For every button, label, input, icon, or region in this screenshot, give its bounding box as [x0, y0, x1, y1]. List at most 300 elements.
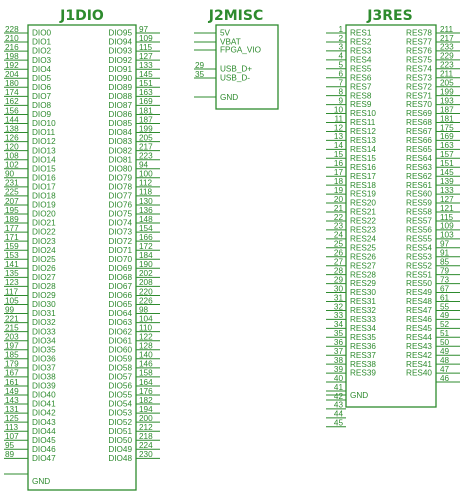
j3res-left-pin-number: 45 [333, 418, 343, 428]
j1dio-left-pin-number: 204 [5, 70, 19, 80]
j3res-right-pin-name: RES66 [406, 136, 432, 145]
j1dio-right-pin-number: 151 [139, 79, 153, 89]
j1dio-left-pin-number: 198 [5, 51, 19, 61]
j3res-left-pin-name: RES21 [350, 207, 376, 217]
j1dio-left-pin-name: DIO42 [32, 408, 56, 418]
j3res-left-pin-name: RES22 [350, 216, 376, 226]
j1dio-right-pins [108, 25, 160, 463]
j3res-right-pin-name: RES49 [406, 288, 432, 298]
j3res-left-pin-number: 30 [333, 284, 343, 294]
j1dio-right-pin-number: 130 [139, 196, 153, 206]
j3res-right-pin-number: 91 [440, 248, 450, 258]
j1dio-left-pin-number: 138 [5, 124, 19, 134]
j3res-left-pin-number: 28 [333, 266, 343, 276]
j3res-right-pin-number: 229 [440, 51, 454, 61]
j3res-right-pin-name: RES42 [406, 350, 432, 360]
j3res-right-pin-number: 46 [440, 373, 450, 383]
j1dio-right-pin-name: DIO77 [108, 191, 132, 201]
j3res-left-pin-number: 1 [338, 24, 343, 34]
j3res-left-pin-name: RES3 [350, 46, 372, 56]
j1dio-left-pin-number: 167 [5, 368, 19, 378]
j1dio-left-pin-number: 185 [5, 350, 19, 360]
j3res-left-pin-name: RES14 [350, 144, 376, 154]
j1dio-right-pin-name: DIO95 [108, 28, 132, 38]
j3res-left-pin-name: RES4 [350, 55, 372, 65]
j1dio-right-pin-name: DIO70 [108, 254, 132, 264]
j3res-left-pin-number: 36 [333, 338, 343, 348]
j1dio-right-pin-name: DIO64 [108, 309, 132, 319]
j1dio-right-pin-number: 223 [139, 151, 153, 161]
j1dio-left-pin-number: 161 [5, 377, 19, 387]
j1dio-left-pin-number: 179 [5, 359, 19, 369]
j1dio-right-pin-name: DIO75 [108, 209, 132, 219]
j3res-left-pin-number: 26 [333, 248, 343, 258]
j2misc-pin-name: USB_D- [220, 73, 251, 83]
j3res-left-pin-name: RES39 [350, 368, 376, 378]
j1dio-right-pin-number: 199 [139, 124, 153, 134]
j1dio-right-pin-name: DIO83 [108, 137, 132, 147]
j3res-right-pin-number: 49 [440, 347, 450, 356]
j3res-right-pin-name: RES74 [406, 64, 432, 74]
j1dio-left-pin-name: DIO34 [32, 336, 56, 346]
j3res-left-pin-number: 42 [333, 391, 343, 401]
j3res-left-pin-name: RES37 [350, 350, 376, 360]
j3res-left-pin-name: RES35 [350, 332, 376, 342]
j3res-left-pin-name: RES23 [350, 225, 376, 235]
j3res-title: J3RES [367, 8, 413, 24]
j3res-left-pin-number: 18 [333, 176, 343, 186]
j3res-right-pin-number: 193 [440, 96, 454, 106]
j1dio-left-pin-name: DIO9 [32, 110, 52, 120]
j1dio-left-pin-number: 203 [5, 332, 19, 342]
j3res-left-pin-name: RES5 [350, 64, 372, 74]
j3res-right-pin-name: RES61 [406, 180, 432, 190]
j1dio-right-pin-number: 181 [139, 106, 153, 116]
j1dio-left-pins [4, 25, 56, 463]
j3res-right-pin-name: RES47 [406, 306, 432, 316]
j1dio-left-pin-number: 177 [5, 223, 19, 233]
j1dio-left-pin-number: 192 [5, 61, 19, 70]
j3res-right-pin-name: RES75 [406, 55, 432, 65]
j3res-left-pin-number: 13 [333, 132, 343, 142]
j1dio-left-pin-number: 105 [5, 296, 19, 306]
j1dio-left-pin-number: 153 [5, 251, 19, 261]
j1dio-left-pin-name: DIO30 [32, 300, 56, 310]
j1dio-left-pin-name: DIO4 [32, 64, 52, 74]
j3res-right-pin-number: 109 [440, 221, 454, 231]
j1dio-right-pin-number: 208 [139, 278, 153, 288]
j1dio-right-pin-name: DIO60 [108, 345, 132, 355]
j2misc-pin-number: 29 [195, 60, 205, 70]
j1dio-left-pin-name: DIO16 [32, 173, 56, 183]
j1dio-right-pin-number: 115 [139, 42, 153, 52]
j2misc-pin-name: 5V [220, 28, 231, 38]
j1dio-left-pin-name: DIO44 [32, 426, 56, 436]
j3res-right-pin-name: RES68 [406, 118, 432, 128]
j3res-right-pin-name: RES76 [406, 46, 432, 56]
j1dio-right-pin-name: DIO88 [108, 91, 132, 101]
j3res-right-pin-name: RES60 [406, 189, 432, 199]
j3res-left-pin-name: RES26 [350, 252, 376, 262]
j1dio-left-pin-name: DIO10 [32, 119, 56, 129]
j1dio-right-pin-name: DIO53 [108, 408, 132, 418]
j3res-left-pin-name: RES19 [350, 189, 376, 199]
j1dio-right-pin-name: DIO85 [108, 119, 132, 129]
j1dio-right-pin-name: DIO63 [108, 318, 132, 328]
j3res-right-pin-number: 127 [440, 194, 454, 204]
j1dio-right-pin-number: 145 [139, 70, 153, 80]
j3res-left-pin-number: 14 [333, 141, 343, 151]
j3res-left-pin-name: RES18 [350, 180, 376, 190]
j1dio-right-pin-name: DIO52 [108, 417, 132, 427]
j1dio-left-pin-name: DIO11 [32, 128, 56, 138]
j1dio-right-pin-number: 109 [139, 33, 153, 43]
j1dio-right-pin-name: DIO68 [108, 272, 132, 282]
j1dio-left-pin-number: 117 [5, 287, 19, 297]
j3res-right-pin-name: RES62 [406, 171, 432, 181]
j3res-right-pin-number: 139 [440, 176, 454, 186]
j1dio-right-pin-name: DIO50 [108, 435, 132, 445]
j2misc-title: J2MISC [208, 8, 264, 24]
j1dio-right-pin-name: DIO93 [108, 46, 132, 56]
j1dio-right-pin-name: DIO89 [108, 82, 132, 92]
j1dio-left-pin-name: DIO17 [32, 182, 56, 192]
j3res-left-pin-name: RES33 [350, 315, 376, 324]
j3res-left-pin-number: 2 [338, 33, 343, 43]
j3res-right-pin-name: RES64 [406, 153, 432, 163]
j1dio-left-pin-number: 89 [5, 450, 15, 460]
j1dio-left-pin-number: 144 [5, 115, 19, 125]
j1dio-title: J1DIO [60, 8, 104, 24]
j3res-left-pin-number: 44 [333, 409, 343, 419]
j3res-right-pin-number: 163 [440, 141, 454, 151]
j1dio-right-pin-name: DIO87 [108, 101, 132, 110]
j1dio-left-pin-number: 189 [5, 214, 19, 224]
j1dio-left-pin-name: DIO3 [32, 55, 52, 65]
j1dio-left-pin-number: 174 [5, 88, 19, 98]
j1dio-left-pin-name: DIO0 [32, 28, 52, 38]
j3res-left-pin-name: RES27 [350, 261, 376, 271]
j1dio-right-pin-number: 218 [139, 432, 153, 442]
j1dio-left-pin-name: DIO25 [32, 254, 56, 264]
j2misc-gnd-label: GND [220, 93, 239, 102]
j3res-right-pin-name: RES53 [406, 252, 432, 262]
j1dio-right-pin-number: 128 [139, 341, 153, 351]
j3res-right-pin-number: 50 [440, 338, 450, 348]
j1dio-left-pin-number: 207 [5, 196, 19, 206]
j1dio-left-pin-number: 225 [5, 187, 19, 197]
j3res-right-pin-name: RES40 [406, 368, 432, 378]
j3res-right-pin-number: 73 [440, 275, 450, 285]
j2misc-pins [194, 29, 261, 83]
j3res-left-pin-name: RES32 [350, 306, 376, 316]
j1dio-right-pin-number: 140 [139, 350, 153, 360]
j3res-left-pin-number: 9 [338, 96, 343, 106]
j3res-left-pin-number: 24 [333, 230, 343, 240]
j3res-right-pin-number: 175 [440, 123, 454, 133]
j1dio-left-pin-number: 210 [5, 33, 19, 43]
j2misc-pin-name: VBAT [220, 37, 241, 47]
j1dio-right-pin-number: 166 [139, 232, 153, 242]
j3res-left-pin-number: 41 [333, 382, 343, 392]
j3res-left-pin-name: RES31 [350, 297, 376, 307]
j3res-left-pin-number: 5 [338, 60, 343, 70]
j1dio-left-pin-name: DIO14 [32, 155, 56, 165]
j1dio-right-pin-number: 133 [139, 61, 153, 70]
j1dio-left-pin-number: 90 [5, 169, 15, 179]
j1dio-left-pin-number: 113 [5, 423, 19, 432]
j1dio-left-pin-name: DIO6 [32, 82, 52, 92]
j1dio-left-pin-name: DIO36 [32, 354, 56, 364]
j3res-right-pin-name: RES78 [406, 28, 432, 38]
j1dio-left-pin-name: DIO41 [32, 399, 56, 409]
j1dio-left-pin-name: DIO38 [32, 372, 56, 382]
j1dio-right-pin-number: 146 [139, 359, 153, 369]
j3res-right-pin-number: 51 [440, 329, 450, 339]
j1dio-left-pin-name: DIO28 [32, 282, 56, 291]
j1dio-left-pin-name: DIO12 [32, 137, 56, 147]
j1dio-left-pin-number: 195 [5, 205, 19, 215]
j3res-right-pin-name: RES59 [406, 198, 432, 208]
j3res-right-pin-number: 211 [440, 69, 454, 79]
j1dio-left-pin-number: 197 [5, 341, 19, 351]
j1dio-right-pin-name: DIO69 [108, 263, 132, 273]
j1dio-right-pin-name: DIO56 [108, 381, 132, 391]
j1dio-left-pin-number: 131 [5, 404, 19, 414]
j3res-right-pin-name: RES69 [406, 109, 432, 119]
j3res-left-pin-number: 7 [338, 78, 343, 88]
j1dio-left-pin-number: 99 [5, 305, 15, 315]
j3res-left-pin-name: RES20 [350, 198, 376, 208]
j1dio-right-pin-number: 100 [139, 169, 153, 179]
j3res-left-pin-number: 3 [338, 42, 343, 52]
j3res-right-pin-number: 103 [440, 230, 454, 240]
j3res-right-pin-name: RES46 [406, 315, 432, 324]
j1dio-left-pin-name: DIO21 [32, 218, 56, 228]
j1dio-right-pin-number: 112 [139, 178, 153, 188]
j3res-right-pin-number: 121 [440, 203, 454, 213]
j1dio-left-pin-name: DIO39 [32, 381, 56, 391]
j3res-right-pin-name: RES54 [406, 243, 432, 253]
j3res-left-pin-name: RES1 [350, 28, 372, 38]
j1dio-left-pin-number: 95 [5, 441, 15, 451]
j3res-right-pin-number: 67 [440, 284, 450, 294]
j3res-right-pin-name: RES58 [406, 207, 432, 217]
j1dio-left-pin-number: 149 [5, 386, 19, 396]
j3res-right-pin-number: 52 [440, 320, 450, 330]
j1dio-right-pin-name: DIO65 [108, 300, 132, 310]
j1dio-right-pin-number: 110 [139, 323, 153, 333]
j1dio-left-pin-number: 159 [5, 242, 19, 251]
j1dio-right-pin-name: DIO49 [108, 444, 132, 454]
j1dio-right-pin-name: DIO86 [108, 110, 132, 120]
j3res-right-pin-number: 187 [440, 105, 454, 115]
j1dio-left-pin-number: 180 [5, 79, 19, 89]
j3res-right-pin-number: 217 [440, 33, 454, 43]
j3res-right-pin-number: 151 [440, 159, 454, 169]
j3res-right-pin-number: 223 [440, 60, 454, 70]
j3res-right-pin-name: RES73 [406, 73, 432, 83]
j3res-left-pin-name: RES34 [350, 323, 376, 333]
j3res-right-pin-number: 157 [440, 150, 454, 160]
j3res-left-pin-name: RES6 [350, 73, 372, 83]
j1dio-left-pin-name: DIO43 [32, 417, 56, 427]
j1dio-left-pin-number: 216 [5, 42, 19, 52]
j3res-right-pin-name: RES44 [406, 332, 432, 342]
j3res-right-pin-number: 233 [440, 42, 454, 52]
j1dio-left-pin-number: 215 [5, 323, 19, 333]
j1dio-left-pin-number: 231 [5, 178, 19, 188]
j3res-right-pin-name: RES77 [406, 37, 432, 47]
j3res-right-pins [406, 25, 460, 383]
j3res-left-pin-number: 37 [333, 347, 343, 356]
j3res-right-pin-name: RES56 [406, 225, 432, 235]
j1dio-right-pin-number: 200 [139, 413, 153, 423]
j3res-right-pin-number: 115 [440, 212, 454, 222]
j1dio-connector [4, 8, 160, 490]
j3res-right-pin-name: RES63 [406, 162, 432, 172]
j1dio-right-pin-number: 164 [139, 377, 153, 387]
j3res-left-pins [326, 25, 376, 428]
j3res-left-pin-number: 32 [333, 302, 343, 312]
j3res-left-pin-number: 23 [333, 221, 343, 231]
j1dio-right-pin-number: 148 [139, 214, 153, 224]
j1dio-left-pin-number: 107 [5, 432, 19, 442]
j3res-left-pin-number: 40 [333, 373, 343, 383]
j1dio-right-pin-number: 187 [139, 115, 153, 125]
j3res-right-pin-number: 133 [440, 185, 454, 195]
j3res-right-pin-name: RES50 [406, 279, 432, 289]
j1dio-right-pin-name: DIO84 [108, 128, 132, 138]
j3res-left-pin-number: 21 [333, 203, 343, 213]
j3res-left-pin-number: 43 [333, 400, 343, 410]
j3res-right-pin-name: RES41 [406, 359, 432, 369]
j1dio-left-pin-name: DIO18 [32, 191, 56, 201]
j3res-left-pin-name: RES7 [350, 82, 372, 92]
j1dio-left-pin-name: DIO15 [32, 164, 56, 174]
j3res-left-pin-number: 15 [333, 150, 343, 160]
j1dio-right-pin-name: DIO59 [108, 354, 132, 364]
j1dio-left-pin-name: DIO35 [32, 345, 56, 355]
j3res-left-pin-name: RES24 [350, 234, 376, 244]
j3res-right-pin-number: 199 [440, 87, 454, 97]
j3res-right-pin-name: RES48 [406, 297, 432, 307]
j3res-right-pin-number: 145 [440, 168, 454, 177]
j3res-right-pin-number: 47 [440, 364, 450, 374]
j3res-left-pin-name: RES17 [350, 171, 376, 181]
j1dio-right-pin-number: 98 [139, 305, 149, 315]
j1dio-right-pin-number: 158 [139, 368, 153, 378]
j1dio-right-pin-number: 182 [139, 395, 153, 405]
j2misc-pin-number: 35 [195, 69, 205, 79]
j1dio-left-pin-name: DIO7 [32, 91, 52, 101]
j1dio-right-pin-name: DIO74 [108, 218, 132, 228]
j3res-left-pin-number: 16 [333, 159, 343, 169]
j1dio-right-pin-name: DIO90 [108, 73, 132, 83]
j3res-left-pin-number: 12 [333, 123, 343, 133]
j1dio-right-pin-name: DIO55 [108, 390, 132, 400]
j3res-right-pin-name: RES70 [406, 100, 432, 110]
j3res-right-pin-number: 85 [440, 257, 450, 267]
j1dio-left-pin-name: DIO31 [32, 309, 56, 319]
j3res-left-pin-name: RES25 [350, 243, 376, 253]
j3res-right-pin-number: 79 [440, 266, 450, 276]
j1dio-right-pin-name: DIO72 [108, 236, 132, 246]
j1dio-right-pin-name: DIO80 [108, 164, 132, 174]
j3res-left-pin-number: 19 [333, 185, 343, 195]
j1dio-left-pin-name: DIO45 [32, 435, 56, 445]
j1dio-right-pin-name: DIO73 [108, 227, 132, 237]
j3res-right-pin-name: RES72 [406, 82, 432, 92]
j3res-right-pin-number: 169 [440, 132, 454, 142]
j1dio-left-pin-name: DIO26 [32, 263, 56, 273]
j1dio-left-pin-name: DIO1 [32, 37, 52, 47]
j1dio-right-pin-number: 104 [139, 314, 153, 324]
j1dio-right-pin-number: 136 [139, 205, 153, 215]
j1dio-left-pin-number: 156 [5, 106, 19, 116]
j3res-right-pin-number: 205 [440, 78, 454, 88]
j1dio-right-pin-number: 220 [139, 287, 153, 297]
j3res-left-pin-name: RES10 [350, 109, 376, 119]
j3res-left-pin-name: RES36 [350, 341, 376, 351]
j3res-left-pin-number: 35 [333, 329, 343, 339]
j1dio-right-pin-name: DIO62 [108, 327, 132, 337]
j1dio-right-pin-number: 176 [139, 386, 153, 396]
j3res-left-pin-number: 34 [333, 320, 343, 330]
j1dio-right-pin-name: DIO51 [108, 426, 132, 436]
j1dio-right-pin-number: 190 [139, 260, 153, 270]
j1dio-left-pin-name: DIO24 [32, 245, 56, 255]
j1dio-right-pin-number: 224 [139, 441, 153, 451]
j1dio-left-pin-name: DIO27 [32, 272, 56, 282]
j3res-right-pin-name: RES71 [406, 91, 432, 101]
j3res-left-pin-number: 17 [333, 168, 343, 177]
j3res-left-pin-number: 20 [333, 194, 343, 204]
j1dio-left-pin-name: DIO33 [32, 327, 56, 337]
j3res-left-pin-name: RES30 [350, 288, 376, 298]
j1dio-right-pin-name: DIO67 [108, 282, 132, 291]
j2misc-pin-name: FPGA_VIO [220, 45, 261, 55]
j1dio-left-pin-name: DIO2 [32, 46, 52, 56]
j1dio-right-pin-name: DIO66 [108, 291, 132, 301]
j3res-right-pin-number: 48 [440, 355, 450, 365]
j3res-left-pin-name: RES11 [350, 118, 376, 128]
j3res-left-pin-name: RES2 [350, 37, 372, 47]
j1dio-right-pin-number: 217 [139, 142, 153, 152]
j3res-left-pin-number: 4 [338, 51, 343, 61]
j3res-left-pin-number: 8 [338, 87, 343, 97]
j1dio-right-pin-number: 230 [139, 450, 153, 460]
j1dio-left-pin-number: 171 [5, 232, 19, 242]
j1dio-left-pin-number: 221 [5, 314, 19, 324]
j2misc-connector [194, 8, 278, 109]
j3res-left-pin-number: 29 [333, 275, 343, 285]
j3res-left-pin-name: RES29 [350, 279, 376, 289]
j3res-right-pin-name: RES43 [406, 341, 432, 351]
j1dio-right-pin-number: 205 [139, 133, 153, 143]
j1dio-right-pin-number: 118 [139, 187, 153, 197]
j1dio-left-pin-name: DIO19 [32, 200, 56, 210]
j1dio-left-pin-number: 120 [5, 142, 19, 152]
j1dio-left-pin-name: DIO40 [32, 390, 56, 400]
j3res-left-pin-number: 11 [334, 114, 343, 124]
j2misc-pin-name: USB_D+ [220, 64, 253, 74]
j1dio-right-pin-name: DIO92 [108, 55, 132, 65]
j3res-left-pin-name: RES13 [350, 136, 376, 145]
j3res-left-pin-name: RES8 [350, 91, 372, 101]
j3res-left-pin-number: 39 [333, 364, 343, 374]
j1dio-left-pin-number: 135 [5, 269, 19, 279]
